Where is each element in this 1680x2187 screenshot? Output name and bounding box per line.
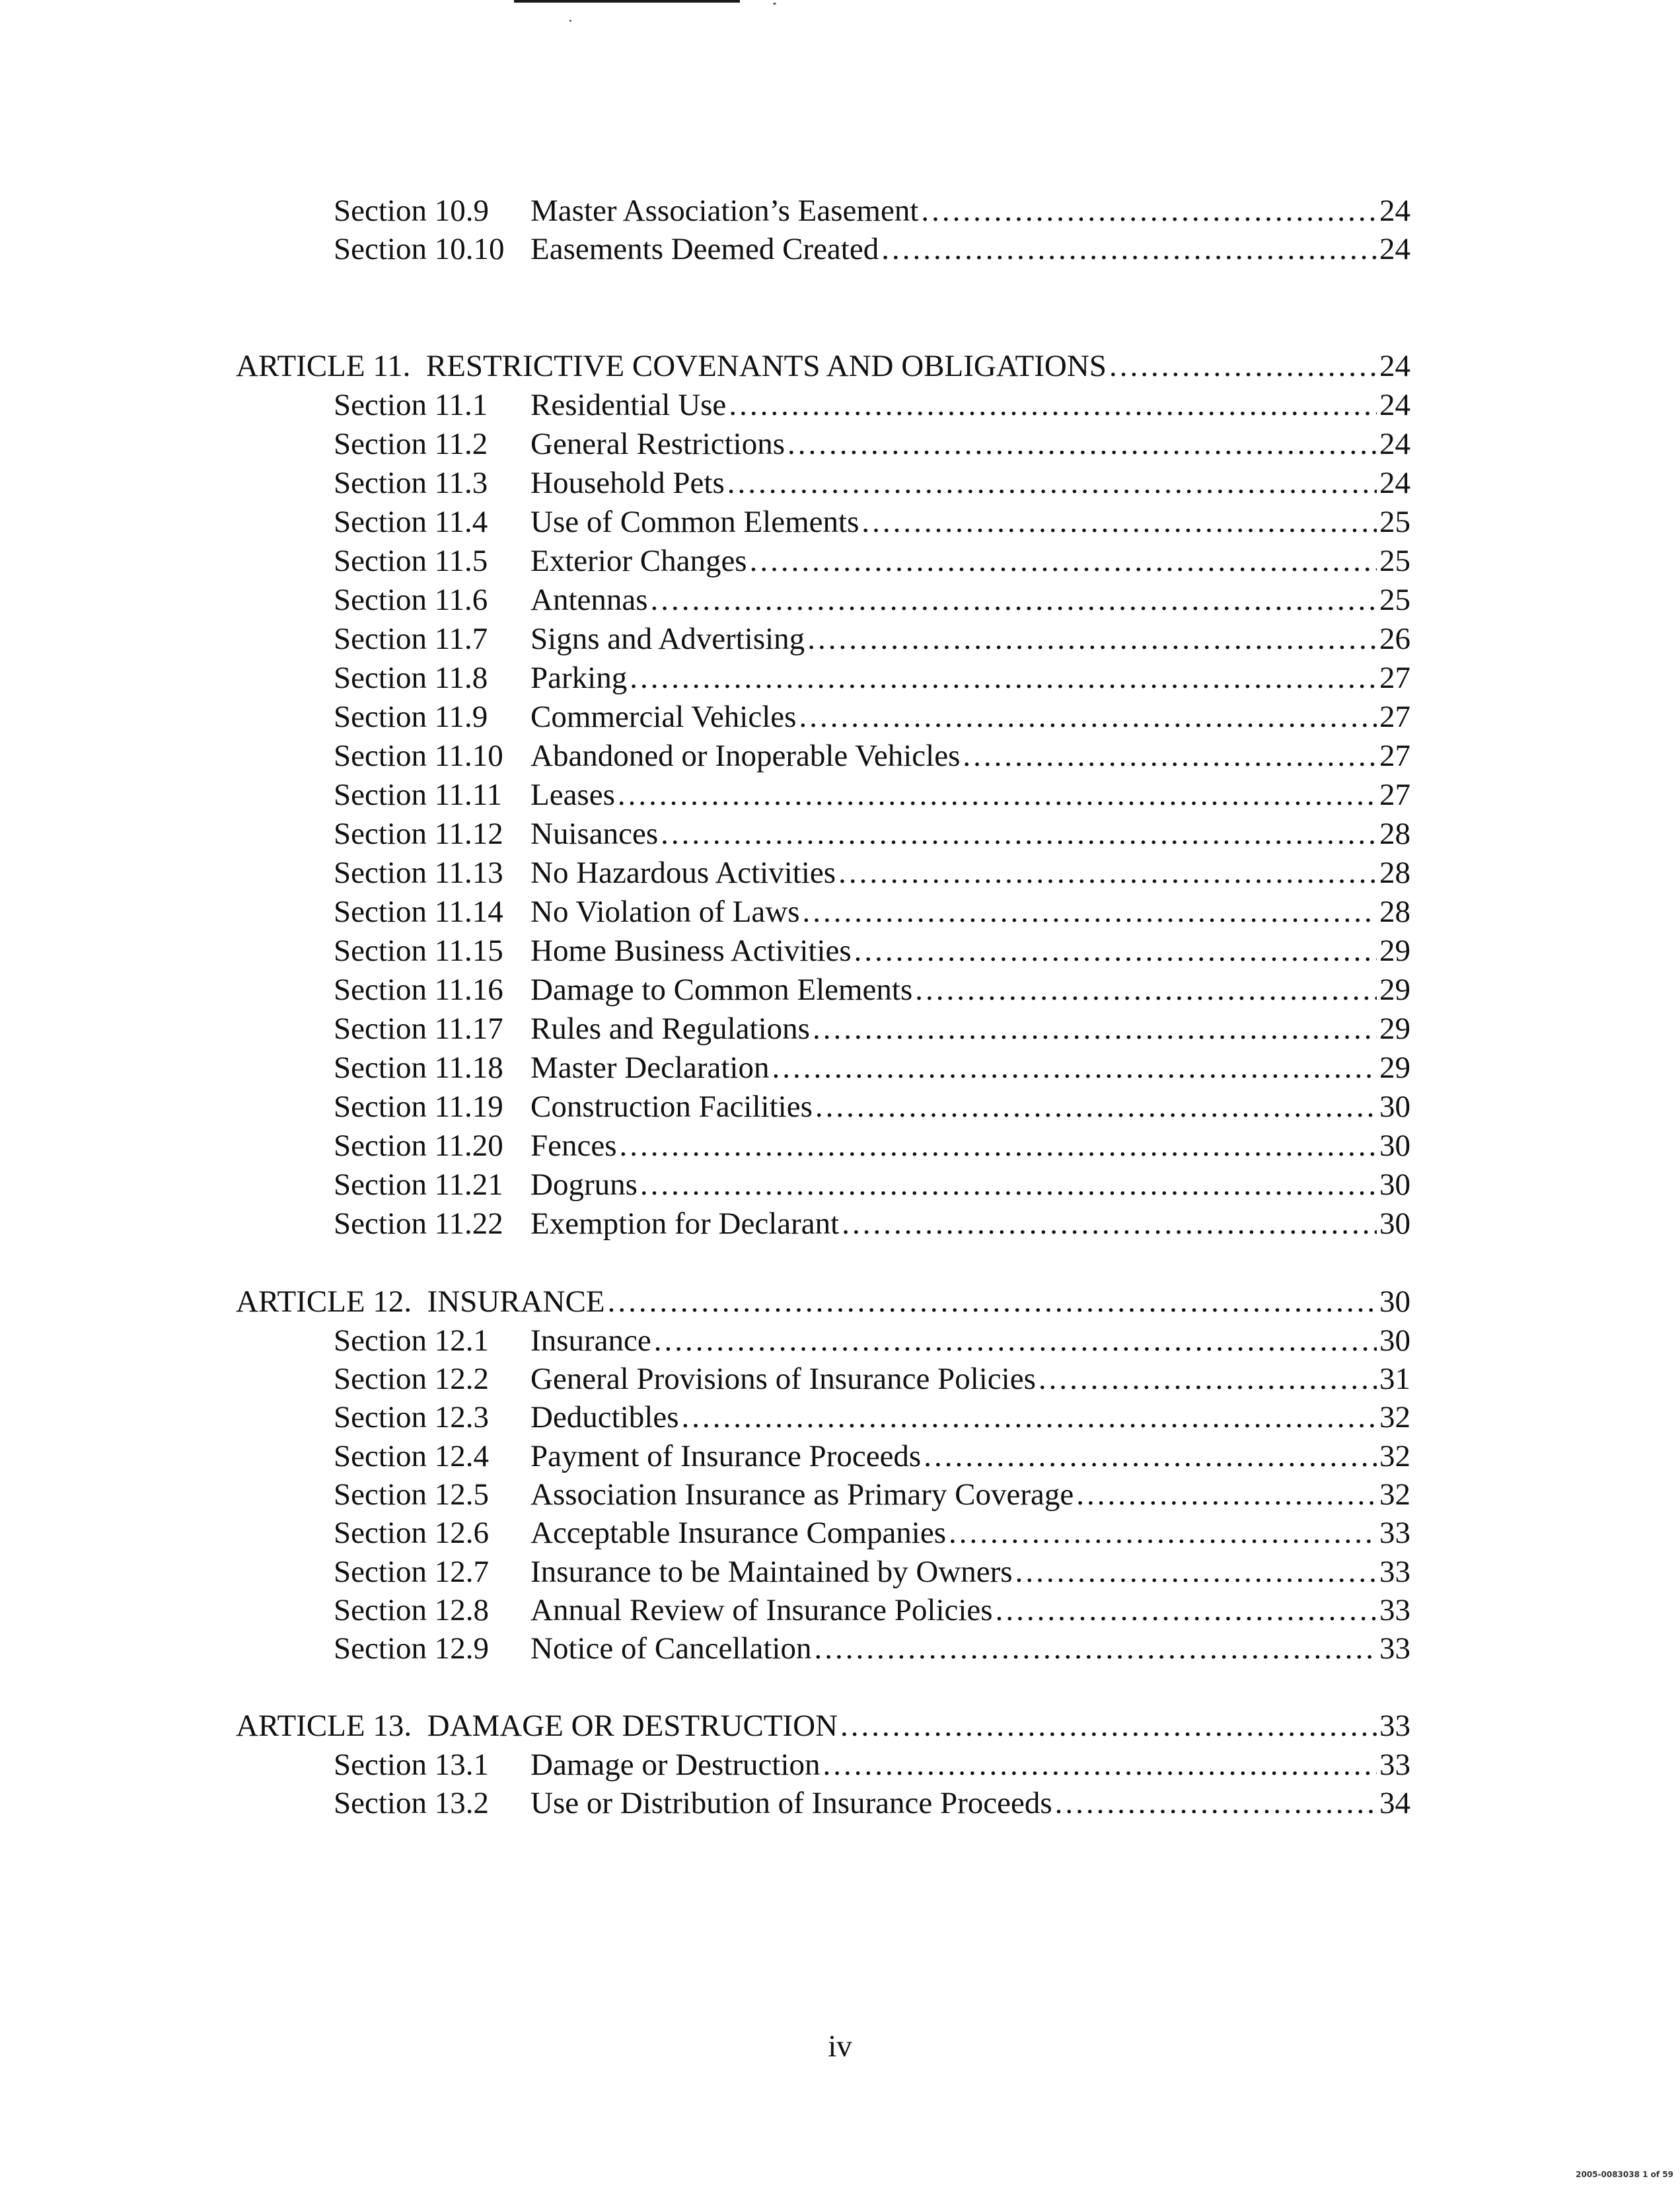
dot-leader xyxy=(854,932,1377,970)
section-number: Section 10.10 xyxy=(334,232,505,266)
page-ref: 24 xyxy=(1379,466,1410,500)
toc-entry-section-11-10 xyxy=(334,737,1410,775)
page-ref: 28 xyxy=(1379,817,1410,851)
section-title: Master Association’s Easement xyxy=(530,194,919,228)
section-title: Easements Deemed Created xyxy=(530,232,879,266)
page-ref: 29 xyxy=(1379,1012,1410,1046)
toc-entry-section-11-19 xyxy=(334,1088,1410,1126)
section-title: Home Business Activities xyxy=(530,934,852,968)
section-title: Exterior Changes xyxy=(530,544,747,578)
section-number: Section 12.6 xyxy=(334,1516,489,1550)
page-ref: 24 xyxy=(1379,427,1410,461)
page-ref: 27 xyxy=(1379,700,1410,734)
toc-entry-section-12-7 xyxy=(334,1553,1410,1591)
section-number: Section 11.1 xyxy=(334,388,488,422)
toc-entry-section-11-9 xyxy=(334,698,1410,736)
section-number: Section 11.4 xyxy=(334,505,488,539)
section-number: Section 11.14 xyxy=(334,895,503,929)
section-title: Acceptable Insurance Companies xyxy=(530,1516,947,1550)
page-ref: 32 xyxy=(1379,1439,1410,1473)
toc-entry-article-11 xyxy=(236,347,1410,385)
section-number: Section 11.10 xyxy=(334,739,503,773)
section-title: Use of Common Elements xyxy=(530,505,859,539)
dot-leader xyxy=(1039,1360,1377,1398)
toc-entry-section-11-20 xyxy=(334,1127,1410,1165)
toc-entry-section-11-5 xyxy=(334,542,1410,580)
toc-entry-section-13-2 xyxy=(334,1784,1410,1822)
page-ref: 30 xyxy=(1379,1206,1410,1241)
toc-entry-section-11-1 xyxy=(334,386,1410,424)
toc-entry-article-13 xyxy=(236,1707,1410,1745)
section-title: Exemption for Declarant xyxy=(530,1206,840,1241)
section-number: Section 11.20 xyxy=(334,1129,503,1163)
page-number: iv xyxy=(828,2029,852,2063)
toc-entry-section-11-2 xyxy=(334,425,1410,463)
dot-leader xyxy=(750,542,1377,580)
section-number: Section 13.2 xyxy=(334,1786,489,1820)
section-title: Master Declaration xyxy=(530,1051,770,1085)
section-number: Section 12.4 xyxy=(334,1439,489,1473)
toc-entry-section-12-2 xyxy=(334,1360,1410,1398)
section-number: Section 11.5 xyxy=(334,544,488,578)
section-number: Section 12.2 xyxy=(334,1362,489,1396)
dot-leader xyxy=(727,464,1377,502)
dot-leader xyxy=(815,1088,1377,1126)
page-ref: 30 xyxy=(1379,1323,1410,1358)
dot-leader xyxy=(814,1629,1377,1668)
dot-leader xyxy=(861,503,1377,541)
page-ref: 29 xyxy=(1379,1051,1410,1085)
dot-leader xyxy=(1076,1475,1377,1514)
dot-leader xyxy=(840,1707,1377,1745)
section-title: General Provisions of Insurance Policies xyxy=(530,1362,1036,1396)
dot-leader xyxy=(661,815,1377,853)
dot-leader xyxy=(915,971,1377,1009)
section-title: Dogruns xyxy=(530,1168,638,1202)
section-number: Section 10.9 xyxy=(334,194,489,228)
toc-entry-section-11-12 xyxy=(334,815,1410,853)
dot-leader xyxy=(799,698,1377,736)
section-title: No Hazardous Activities xyxy=(530,856,836,890)
section-number: Section 12.3 xyxy=(334,1400,489,1434)
toc-entry-section-12-8 xyxy=(334,1591,1410,1629)
toc-entry-article-12 xyxy=(236,1282,1410,1321)
dot-leader xyxy=(1109,347,1377,385)
toc-entry-section-12-1 xyxy=(334,1321,1410,1360)
dot-leader xyxy=(921,192,1377,230)
page-ref: 33 xyxy=(1379,1555,1410,1589)
toc-entry-section-11-4 xyxy=(334,503,1410,541)
dot-leader xyxy=(654,1321,1377,1360)
page-ref: 32 xyxy=(1379,1400,1410,1434)
toc-entry-section-11-14 xyxy=(334,893,1410,931)
dot-leader xyxy=(682,1398,1377,1436)
page-ref: 24 xyxy=(1379,388,1410,422)
toc-entry-section-11-22 xyxy=(334,1205,1410,1243)
dot-leader xyxy=(842,1205,1377,1243)
page-ref: 32 xyxy=(1379,1477,1410,1512)
section-title: Nuisances xyxy=(530,817,659,851)
section-title: General Restrictions xyxy=(530,427,785,461)
dot-leader xyxy=(924,1437,1377,1475)
section-title: Parking xyxy=(530,661,628,695)
dot-leader xyxy=(949,1514,1377,1552)
page-ref: 33 xyxy=(1379,1748,1410,1782)
page-ref: 33 xyxy=(1379,1593,1410,1627)
section-title: Notice of Cancellation xyxy=(530,1631,812,1666)
toc-entry-section-11-17 xyxy=(334,1010,1410,1048)
page-ref: 28 xyxy=(1379,856,1410,890)
dot-leader xyxy=(640,1166,1377,1204)
section-number: Section 11.18 xyxy=(334,1051,503,1085)
toc-entry-section-11-16 xyxy=(334,971,1410,1009)
toc-entry-section-11-3 xyxy=(334,464,1410,502)
toc-entry-section-11-18 xyxy=(334,1049,1410,1087)
page-ref: 30 xyxy=(1379,1168,1410,1202)
section-number: Section 12.5 xyxy=(334,1477,489,1512)
toc-entry-section-11-15 xyxy=(334,932,1410,970)
toc-entry-section-12-4 xyxy=(334,1437,1410,1475)
toc-entry-section-13-1 xyxy=(334,1746,1410,1784)
dot-leader xyxy=(823,1746,1377,1784)
section-title: Fences xyxy=(530,1129,617,1163)
section-number: Section 11.11 xyxy=(334,778,502,812)
dot-leader xyxy=(996,1591,1377,1629)
page-ref: 30 xyxy=(1379,1284,1410,1319)
page-ref: 30 xyxy=(1379,1129,1410,1163)
section-title: Commercial Vehicles xyxy=(530,700,797,734)
section-number: Section 11.9 xyxy=(334,700,488,734)
toc-entry-section-12-9 xyxy=(334,1629,1410,1668)
section-title: Damage or Destruction xyxy=(530,1748,821,1782)
section-title: Household Pets xyxy=(530,466,725,500)
toc-entry-section-11-7 xyxy=(334,620,1410,658)
toc-entry-section-12-6 xyxy=(334,1514,1410,1552)
section-title: Rules and Regulations xyxy=(530,1012,810,1046)
toc-entry-section-11-11 xyxy=(334,776,1410,814)
section-number: Section 11.8 xyxy=(334,661,488,695)
dot-leader xyxy=(1055,1784,1377,1822)
section-number: Section 11.16 xyxy=(334,973,503,1007)
section-title: Payment of Insurance Proceeds xyxy=(530,1439,922,1473)
section-number: Section 11.7 xyxy=(334,622,488,656)
section-title: Abandoned or Inoperable Vehicles xyxy=(530,739,961,773)
page-ref: 25 xyxy=(1379,505,1410,539)
page-ref: 26 xyxy=(1379,622,1410,656)
dot-leader xyxy=(608,1282,1377,1321)
section-title: Antennas xyxy=(530,583,648,617)
section-number: Section 11.17 xyxy=(334,1012,503,1046)
page-ref: 24 xyxy=(1379,349,1410,383)
page-ref: 33 xyxy=(1379,1516,1410,1550)
page-ref: 24 xyxy=(1379,194,1410,228)
toc-entry-section-11-13 xyxy=(334,854,1410,892)
section-number: Section 12.7 xyxy=(334,1555,489,1589)
section-title: No Violation of Laws xyxy=(530,895,800,929)
dot-leader xyxy=(630,659,1377,697)
dot-leader xyxy=(963,737,1377,775)
section-number: Section 12.1 xyxy=(334,1323,489,1358)
section-title: Use or Distribution of Insurance Proceeds xyxy=(530,1786,1052,1820)
section-title: Residential Use xyxy=(530,388,727,422)
dot-leader xyxy=(1015,1553,1377,1591)
dot-leader xyxy=(807,620,1377,658)
section-number: Section 11.2 xyxy=(334,427,488,461)
article-title: ARTICLE 11. RESTRICTIVE COVENANTS AND OBLIGATIONS xyxy=(236,349,1107,383)
page-ref: 24 xyxy=(1379,232,1410,266)
dot-leader xyxy=(813,1010,1377,1048)
page-ref: 29 xyxy=(1379,934,1410,968)
section-number: Section 11.15 xyxy=(334,934,503,968)
section-number: Section 12.8 xyxy=(334,1593,489,1627)
section-title: Insurance to be Maintained by Owners xyxy=(530,1555,1013,1589)
section-number: Section 11.22 xyxy=(334,1206,503,1241)
page-ref: 28 xyxy=(1379,895,1410,929)
toc-entry-section-12-5 xyxy=(334,1475,1410,1514)
section-number: Section 11.6 xyxy=(334,583,488,617)
section-title: Leases xyxy=(530,778,615,812)
section-title: Association Insurance as Primary Coverage xyxy=(530,1477,1074,1512)
page-ref: 27 xyxy=(1379,739,1410,773)
toc-entry-section-10-9 xyxy=(334,192,1410,230)
section-title: Deductibles xyxy=(530,1400,679,1434)
section-number: Section 11.21 xyxy=(334,1168,503,1202)
section-title: Damage to Common Elements xyxy=(530,973,913,1007)
page-ref: 33 xyxy=(1379,1709,1410,1743)
page-ref: 33 xyxy=(1379,1631,1410,1666)
page-ref: 30 xyxy=(1379,1090,1410,1124)
section-title: Insurance xyxy=(530,1323,651,1358)
section-number: Section 11.13 xyxy=(334,856,503,890)
dot-leader xyxy=(618,776,1377,814)
page-ref: 29 xyxy=(1379,973,1410,1007)
toc-entry-section-11-21 xyxy=(334,1166,1410,1204)
dot-leader xyxy=(787,425,1377,463)
dot-leader xyxy=(772,1049,1377,1087)
dot-leader xyxy=(651,581,1377,619)
section-number: Section 11.12 xyxy=(334,817,503,851)
dot-leader xyxy=(729,386,1377,424)
document-stamp: 2005-0083038 1 of 59 xyxy=(1576,2170,1673,2179)
dot-leader xyxy=(881,230,1377,268)
section-title: Signs and Advertising xyxy=(530,622,805,656)
page-ref: 25 xyxy=(1379,583,1410,617)
dot-leader xyxy=(838,854,1377,892)
page-ref: 34 xyxy=(1379,1786,1410,1820)
section-title: Construction Facilities xyxy=(530,1090,813,1124)
page-ref: 25 xyxy=(1379,544,1410,578)
page-ref: 31 xyxy=(1379,1362,1410,1396)
section-number: Section 11.3 xyxy=(334,466,488,500)
page-ref: 27 xyxy=(1379,778,1410,812)
section-number: Section 13.1 xyxy=(334,1748,489,1782)
toc-entry-section-11-8 xyxy=(334,659,1410,697)
toc-entry-section-10-10 xyxy=(334,230,1410,268)
article-title: ARTICLE 12. INSURANCE xyxy=(236,1284,605,1319)
dot-leader xyxy=(803,893,1377,931)
section-number: Section 12.9 xyxy=(334,1631,489,1666)
toc-entry-section-12-3 xyxy=(334,1398,1410,1436)
page-ref: 27 xyxy=(1379,661,1410,695)
section-number: Section 11.19 xyxy=(334,1090,503,1124)
article-title: ARTICLE 13. DAMAGE OR DESTRUCTION xyxy=(236,1709,838,1743)
section-title: Annual Review of Insurance Policies xyxy=(530,1593,993,1627)
dot-leader xyxy=(620,1127,1377,1165)
toc-entry-section-11-6 xyxy=(334,581,1410,619)
